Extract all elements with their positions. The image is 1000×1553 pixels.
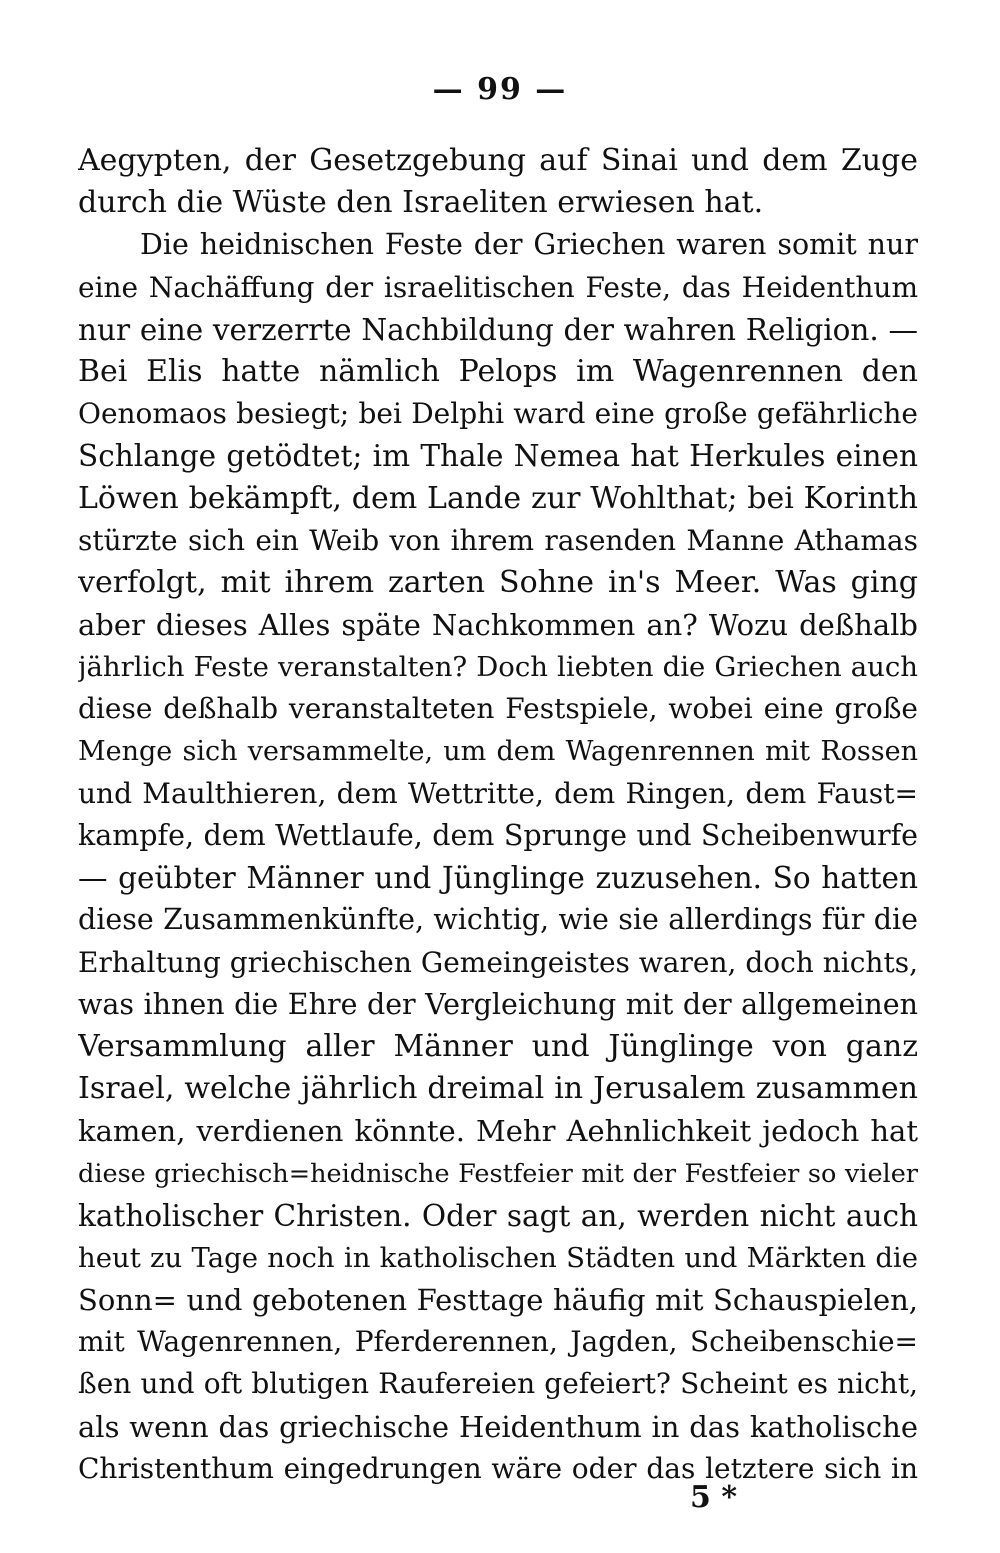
text-line: Löwen bekämpft, dem Lande zur Wohlthat; bei Korinth: [78, 480, 918, 516]
text-line: nur eine verzerrte Nachbildung der wahren Religion. —: [78, 312, 918, 347]
text-line: diese griechisch=heidnische Festfeier mit der Festfeier so vieler: [78, 1158, 918, 1189]
text-line: als wenn das griechische Heidenthum in das katholische: [78, 1409, 918, 1444]
text-line: Israel, welche jährlich dreimal in Jerusalem zusammen: [78, 1071, 918, 1107]
text-line: verfolgt, mit ihrem zarten Sohne in's Meer. Was ging: [78, 564, 918, 600]
text-line: aber dieses Alles späte Nachkommen an? Wozu deßhalb: [78, 608, 918, 643]
text-line: Christenthum eingedrungen wäre oder das letztere sich in: [78, 1451, 918, 1485]
text-line: Bei Elis hatte nämlich Pelops im Wagenrennen den: [78, 353, 918, 389]
text-line: diese Zusammenkünfte, wichtig, wie sie allerdings für die: [78, 903, 918, 937]
text-line: heut zu Tage noch in katholischen Städten und Märkten die: [78, 1241, 918, 1274]
text-line: jährlich Feste veranstalten? Doch liebten die Griechen auch: [78, 651, 918, 684]
text-line: — geübter Männer und Jünglinge zuzusehen. So hatten: [78, 861, 918, 896]
text-line: Menge sich versammelte, um dem Wagenrennen mit Rossen: [78, 735, 918, 767]
text-line: ßen und oft blutigen Raufereien gefeiert? Scheint es nicht,: [78, 1367, 918, 1401]
text-line: Versammlung aller Männer und Jünglinge von ganz: [78, 1028, 918, 1064]
text-line: Erhaltung griechischen Gemeingeistes waren, doch nichts,: [78, 945, 918, 979]
text-line: Aegypten, der Gesetzgebung auf Sinai und dem Zuge: [78, 143, 918, 178]
text-line: Die heidnischen Feste der Griechen waren somit nur: [140, 228, 918, 262]
text-line: eine Nachäffung der israelitischen Feste, das Heidenthum: [78, 270, 918, 304]
page-number: — 99 —: [432, 72, 568, 107]
text-line: mit Wagenrennen, Pferderennen, Jagden, Scheibenschie=: [78, 1325, 918, 1359]
text-line: diese deßhalb veranstalteten Festspiele, wobei eine große: [78, 692, 918, 726]
text-line: kampfe, dem Wettlaufe, dem Sprunge und Scheibenwurfe: [78, 819, 918, 852]
text-line: Oenomaos besiegt; bei Delphi ward eine große gefährliche: [78, 397, 918, 431]
text-line: katholischer Christen. Oder sagt an, werden nicht auch: [78, 1198, 918, 1233]
signature-mark: 5 *: [690, 1480, 738, 1515]
text-line: Sonn= und gebotenen Festtage häufig mit Schauspielen,: [78, 1283, 918, 1318]
text-line: durch die Wüste den Israeliten erwiesen hat.: [78, 185, 764, 221]
text-line: was ihnen die Ehre der Vergleichung mit der allgemeinen: [78, 987, 918, 1021]
body-text: [78, 140, 918, 1490]
text-line: stürzte sich ein Weib von ihrem rasenden Manne Athamas: [78, 523, 918, 557]
text-line: und Maulthieren, dem Wettritte, dem Ringen, dem Faust=: [78, 776, 918, 810]
text-line: kamen, verdienen könnte. Mehr Aehnlichkeit jedoch hat: [78, 1114, 918, 1149]
text-line: Schlange getödtet; im Thale Nemea hat Herkules einen: [78, 439, 918, 474]
